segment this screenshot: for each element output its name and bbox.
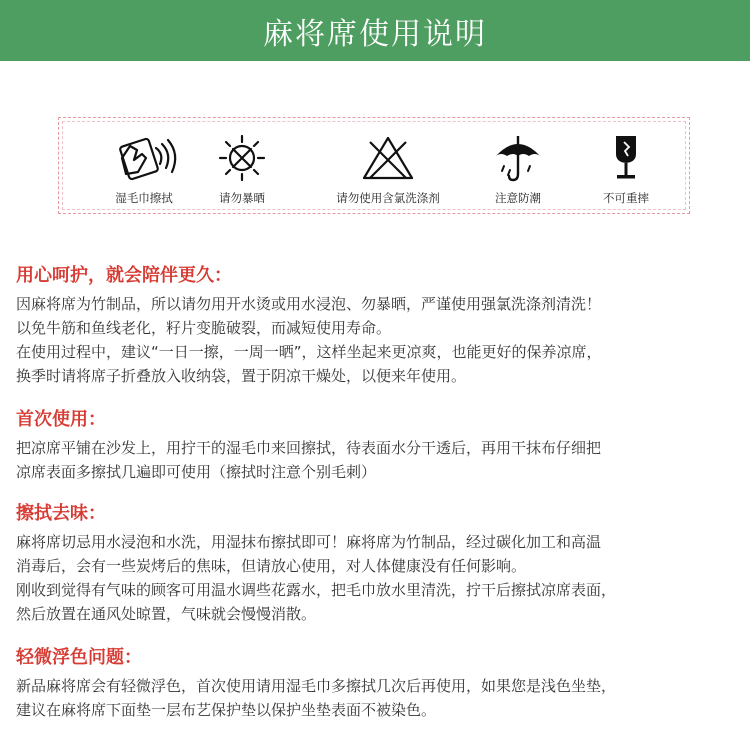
care-label: 注意防潮 xyxy=(495,191,541,205)
care-item-no-sun xyxy=(177,132,307,206)
page-title: 麻将席使用说明 xyxy=(263,16,487,52)
no-bleach-icon xyxy=(360,132,416,184)
section-line: 消毒后，会有一些炭烤后的焦味，但请放心使用，对人体健康没有任何影响。 xyxy=(16,557,527,575)
header-bar xyxy=(0,0,750,61)
section-line: 刚收到觉得有气味的顾客可用温水调些花露水，把毛巾放水里清洗，拧干后擦拭凉席表面， xyxy=(16,581,617,599)
section-line: 把凉席平铺在沙发上，用拧干的湿毛巾来回擦拭，待表面水分干透后，再用干抹布仔细把 xyxy=(16,439,602,457)
section-care xyxy=(16,263,738,388)
section-line: 因麻将席为竹制品，所以请勿用开水烫或用水浸泡、勿暴晒，严谨使用强氯洗涤剂清洗！ xyxy=(16,295,602,313)
section-line: 建议在麻将席下面垫一层布艺保护垫以保护坐垫表面不被染色。 xyxy=(16,701,437,719)
section-color xyxy=(16,645,738,722)
care-label: 请勿使用含氯洗涤剂 xyxy=(336,191,440,205)
care-instructions-box xyxy=(58,117,690,214)
section-line: 然后放置在通风处晾置，气味就会慢慢消散。 xyxy=(16,605,317,623)
care-label: 请勿暴晒 xyxy=(219,191,265,205)
fragile-glass-icon xyxy=(606,132,646,184)
umbrella-icon xyxy=(492,132,544,184)
section-line: 麻将席切忌用水浸泡和水洗，用湿抹布擦拭即可！麻将席为竹制品，经过碳化加工和高温 xyxy=(16,533,602,551)
care-label: 湿毛巾擦拭 xyxy=(115,191,173,205)
care-item-no-bleach xyxy=(323,132,453,206)
section-title: 用心呵护，就会陪伴更久： xyxy=(16,265,232,286)
section-line: 在使用过程中，建议“一日一擦，一周一晒”，这样坐起来更凉爽，也能更好的保养凉席， xyxy=(16,343,602,361)
section-line: 凉席表面多擦拭几遍即可使用（擦拭时注意个别毛刺） xyxy=(16,463,377,481)
section-odor xyxy=(16,501,738,626)
section-title: 擦拭去味： xyxy=(16,503,106,524)
wipe-cloth-icon xyxy=(104,132,184,184)
section-line: 新品麻将席会有轻微浮色，首次使用请用湿毛巾多擦拭几次后再使用，如果您是浅色坐垫， xyxy=(16,677,617,695)
section-line: 以免牛筋和鱼线老化，籽片变脆破裂，而减短使用寿命。 xyxy=(16,319,392,337)
section-first-use xyxy=(16,407,738,484)
section-title: 轻微浮色问题： xyxy=(16,647,142,668)
no-sun-icon xyxy=(216,132,268,184)
section-line: 换季时请将席子折叠放入收纳袋，置于阴凉干燥处，以便来年使用。 xyxy=(16,367,467,385)
care-item-fragile xyxy=(561,132,691,206)
care-label: 不可重摔 xyxy=(603,191,649,205)
section-title: 首次使用： xyxy=(16,409,106,430)
